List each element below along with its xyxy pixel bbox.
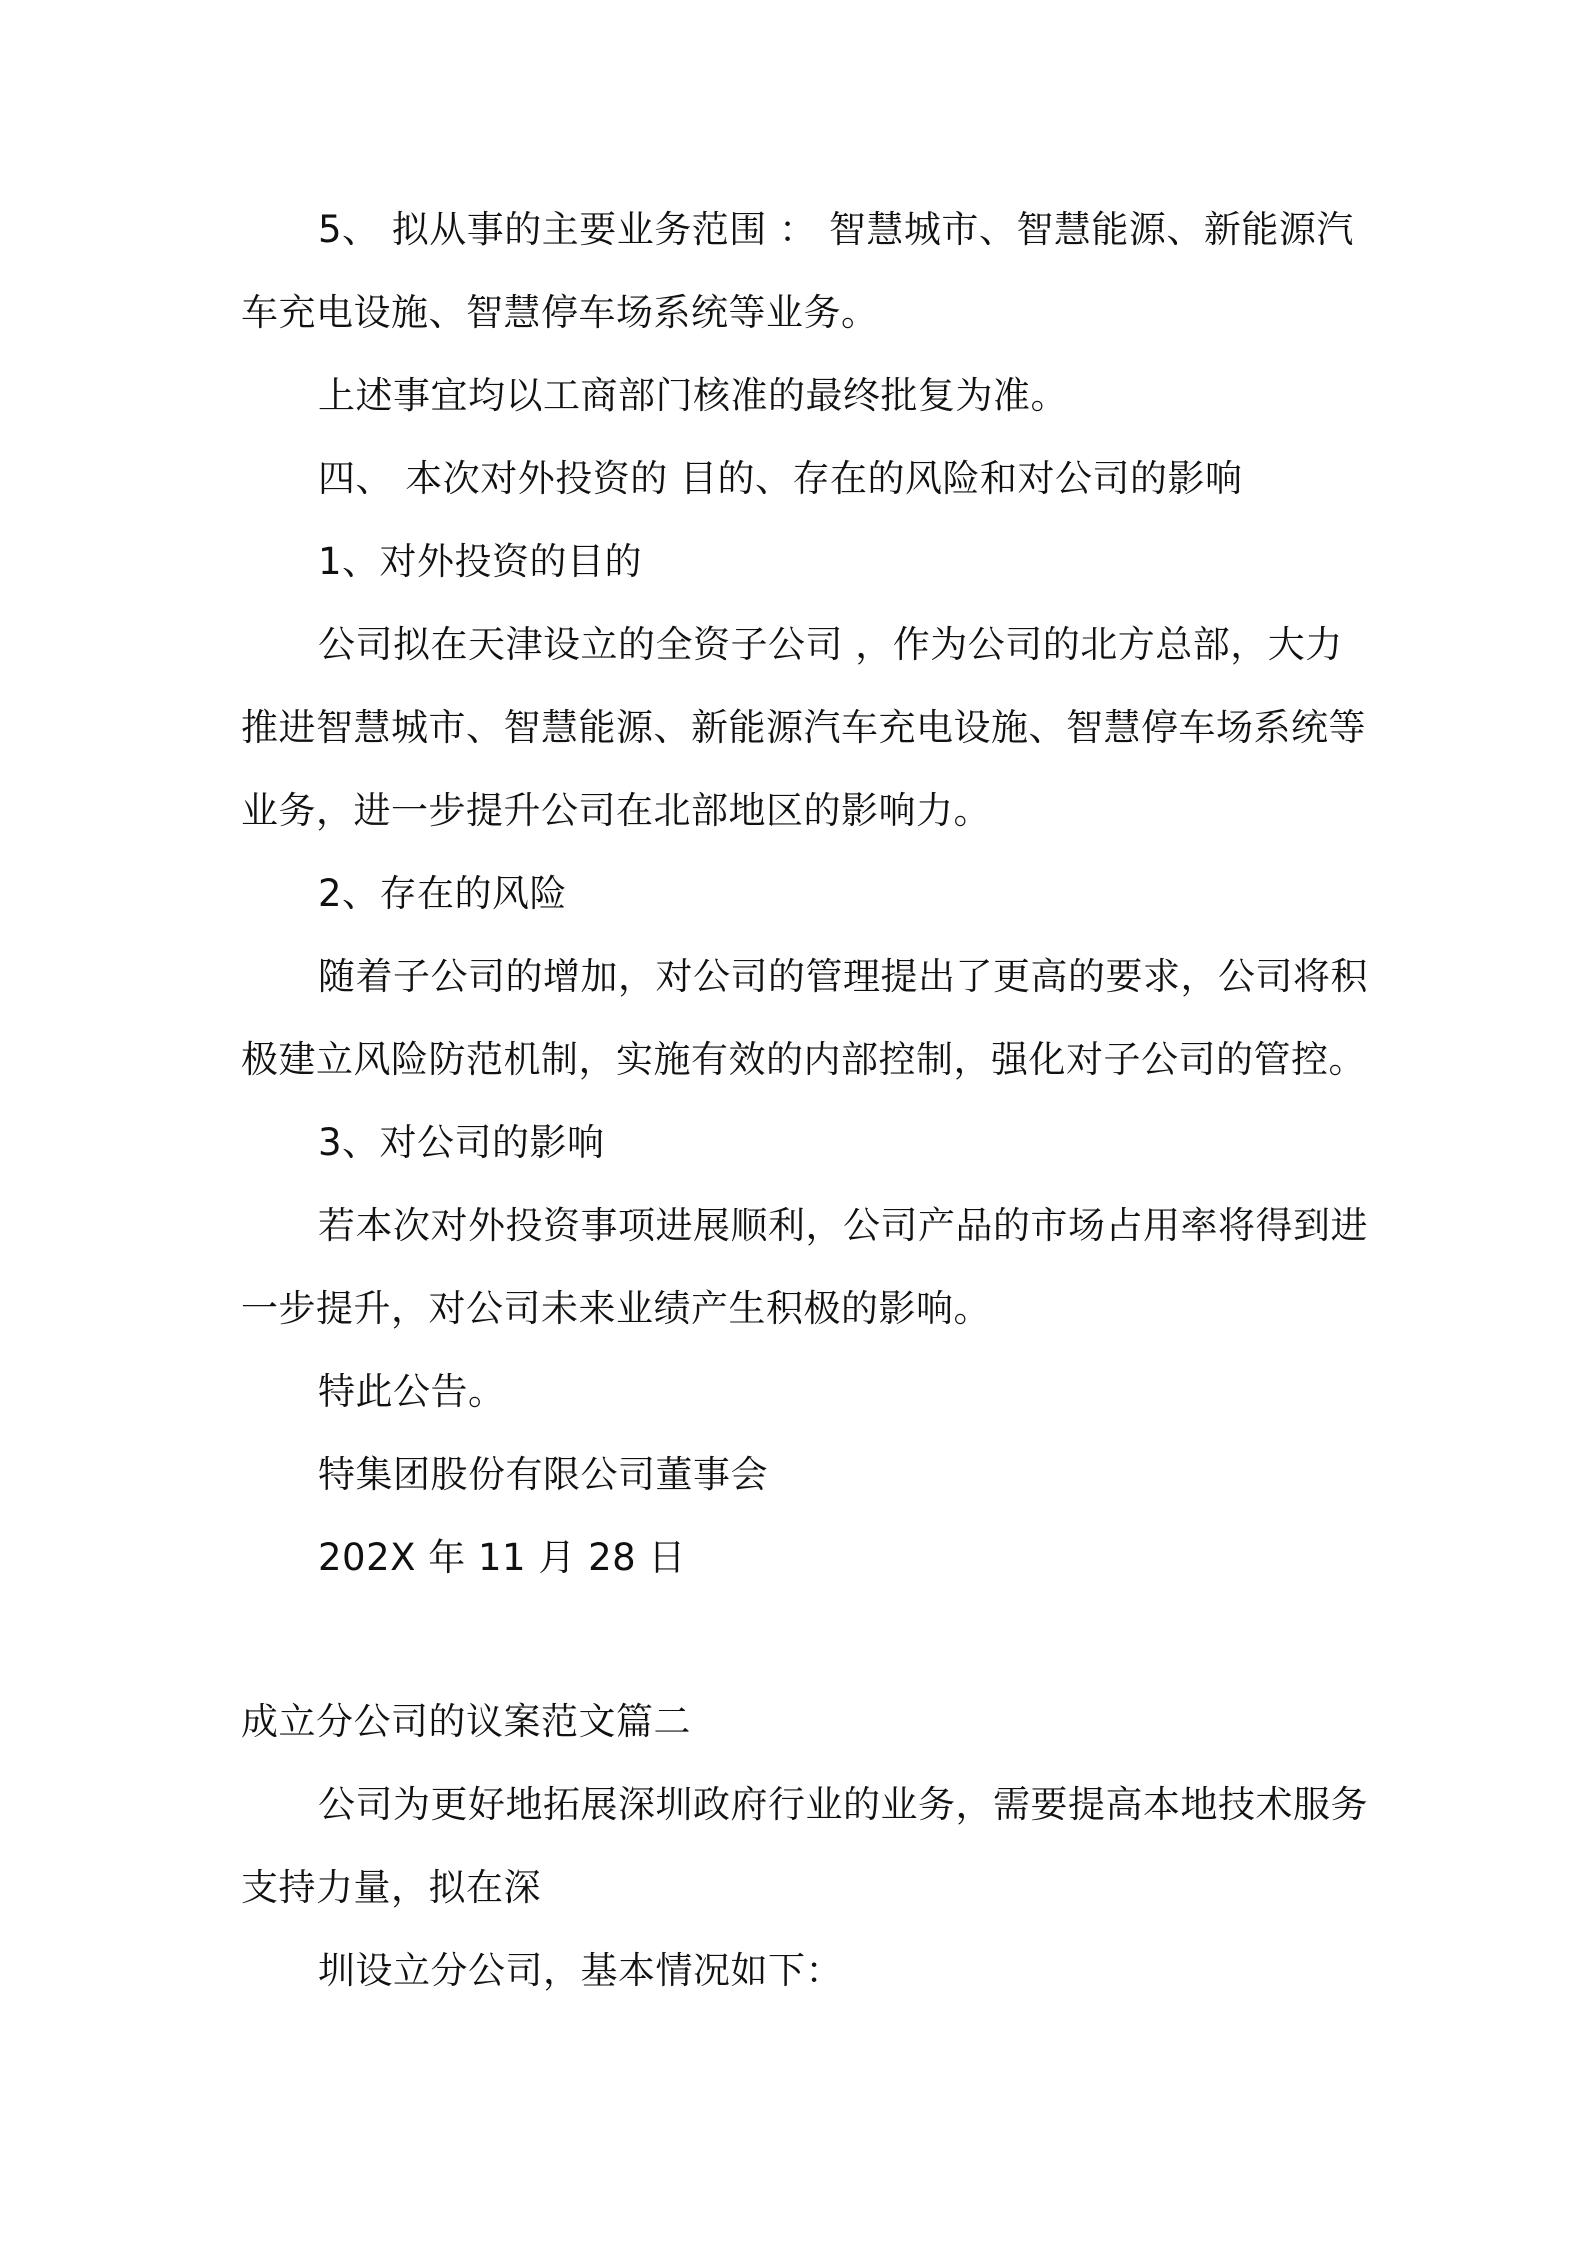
paragraph-line: 一步提升，对公司未来业绩产生积极的影响。 <box>241 1287 991 1330</box>
paragraph-line: 车充电设施、智慧停车场系统等业务。 <box>241 291 879 334</box>
signature-line: 特集团股份有限公司董事会 <box>318 1453 768 1496</box>
section-title: 成立分公司的议案范文篇二 <box>241 1700 691 1743</box>
closing-line: 特此公告。 <box>318 1370 506 1413</box>
paragraph-line: 公司为更好地拓展深圳政府行业的业务，需要提高本地技术服务 <box>318 1783 1368 1826</box>
section-heading: 四、 本次对外投资的 目的、存在的风险和对公司的影响 <box>318 457 1243 500</box>
subsection-heading: 2、存在的风险 <box>318 872 568 915</box>
paragraph-line: 圳设立分公司，基本情况如下： <box>318 1949 843 1992</box>
paragraph-line: 推进智慧城市、智慧能源、新能源汽车充电设施、智慧停车场系统等 <box>241 706 1366 749</box>
paragraph-line: 上述事宜均以工商部门核准的最终批复为准。 <box>318 374 1068 417</box>
paragraph-line: 若本次对外投资事项进展顺利，公司产品的市场占用率将得到进 <box>318 1204 1368 1247</box>
paragraph-line: 公司拟在天津设立的全资子公司 ，作为公司的北方总部，大力 <box>318 623 1343 666</box>
date-line: 202X 年 11 月 28 日 <box>318 1536 686 1579</box>
paragraph-line: 支持力量，拟在深 <box>241 1866 541 1909</box>
subsection-heading: 3、对公司的影响 <box>318 1121 605 1164</box>
paragraph-line: 业务，进一步提升公司在北部地区的影响力。 <box>241 789 991 832</box>
subsection-heading: 1、对外投资的目的 <box>318 540 643 583</box>
paragraph-line: 极建立风险防范机制，实施有效的内部控制，强化对子公司的管控。 <box>241 1038 1366 1081</box>
paragraph-line: 5、 拟从事的主要业务范围 ： 智慧城市、智慧能源、新能源汽 <box>318 208 1354 251</box>
paragraph-line: 随着子公司的增加，对公司的管理提出了更高的要求，公司将积 <box>318 955 1368 998</box>
